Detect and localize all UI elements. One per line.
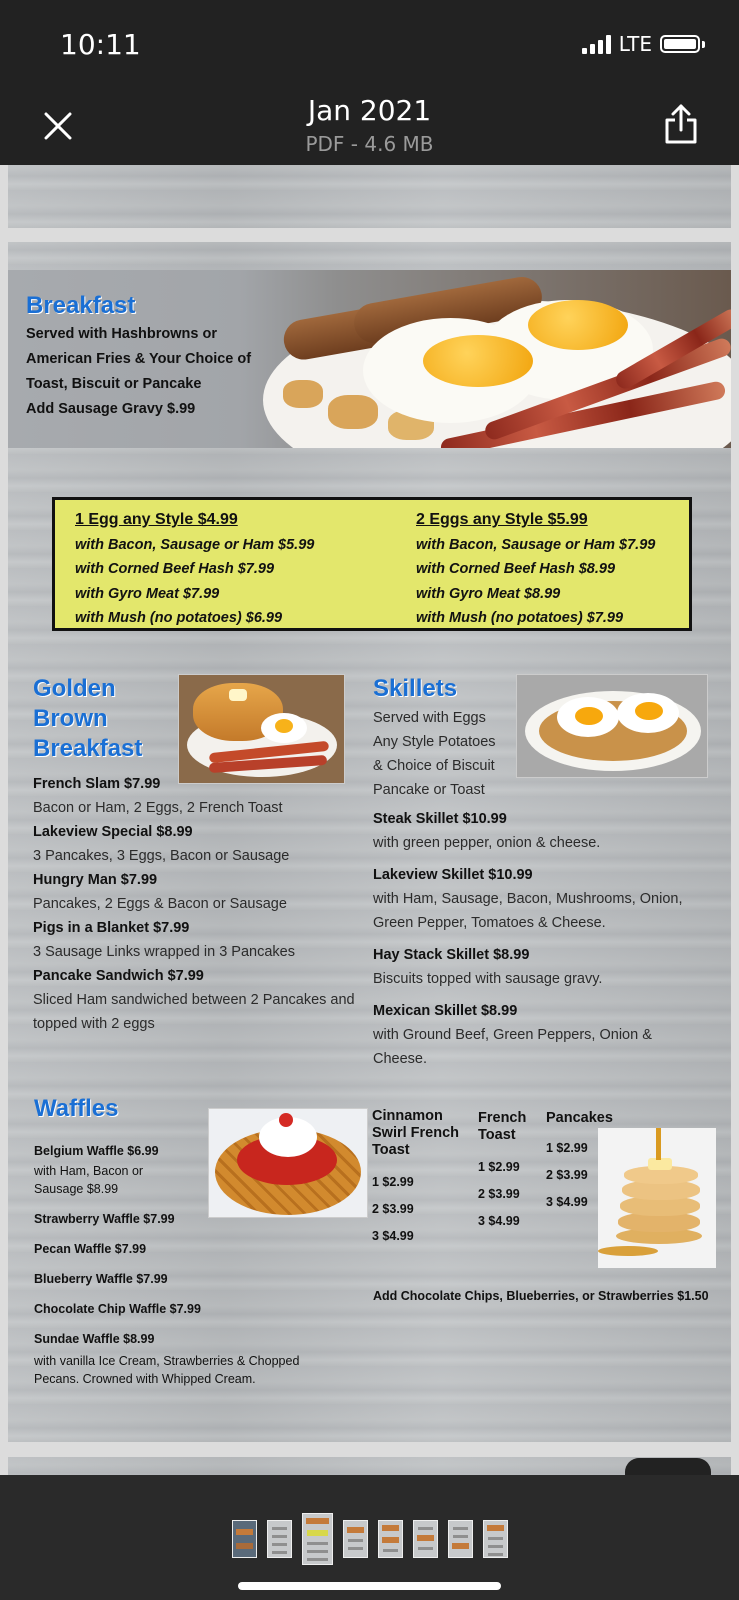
menu-item-name: Chocolate Chip Waffle $7.99	[34, 1302, 201, 1316]
breakfast-desc-1: Served with Hashbrowns or	[26, 326, 217, 342]
menu-item-desc: Pecans. Crowned with Whipped Cream.	[34, 1372, 256, 1386]
one-egg-item: with Gyro Meat $7.99	[75, 585, 220, 602]
french-toast-prices	[478, 1110, 526, 1235]
golden-brown-title	[33, 674, 142, 764]
golden-brown-list	[33, 772, 355, 1036]
menu-item-name: Strawberry Waffle $7.99	[34, 1212, 175, 1226]
two-eggs-item: with Corned Beef Hash $8.99	[416, 561, 616, 577]
network-label: LTE	[618, 32, 652, 56]
golden-title-line: Breakfast	[33, 735, 143, 762]
menu-page[interactable]	[8, 242, 731, 1442]
golden-title-line: Golden	[33, 675, 116, 702]
cinnamon-heading: Toast	[372, 1142, 410, 1158]
breakfast-hero	[8, 270, 731, 448]
one-egg-heading: 1 Egg any Style $4.99	[75, 511, 238, 528]
two-eggs-item: with Gyro Meat $8.99	[416, 585, 561, 602]
price-item: 3 $4.99	[478, 1214, 520, 1228]
egg-yolk	[423, 335, 533, 387]
french-heading: Toast	[478, 1127, 516, 1143]
skillets-intro-line: Served with Eggs	[373, 710, 486, 726]
page-thumbnail[interactable]	[378, 1520, 403, 1558]
page-thumbnail[interactable]	[483, 1520, 508, 1558]
one-egg-item: with Corned Beef Hash $7.99	[75, 561, 275, 577]
breakfast-desc-3: Toast, Biscuit or Pancake	[26, 376, 202, 392]
menu-item-name: Pancake Sandwich $7.99	[33, 968, 204, 984]
skillets-list	[373, 807, 682, 1071]
waffles-title: Waffles	[34, 1095, 119, 1122]
menu-item-desc: Biscuits topped with sausage gravy.	[373, 971, 603, 987]
menu-item-desc: with vanilla Ice Cream, Strawberries & Chopped	[34, 1354, 300, 1368]
skillets-title: Skillets	[373, 675, 458, 702]
eggs-left-column	[75, 508, 314, 631]
status-bar	[0, 0, 739, 90]
two-eggs-item: with Mush (no potatoes) $7.99	[416, 610, 624, 626]
menu-item-desc: with Ham, Sausage, Bacon, Mushrooms, Onion,	[373, 891, 683, 907]
page-thumbnail[interactable]	[448, 1520, 473, 1558]
breakfast-desc-4: Add Sausage Gravy $.99	[26, 401, 196, 417]
french-heading: French	[478, 1110, 527, 1126]
skillets-intro-line: Pancake or Toast	[373, 782, 485, 798]
menu-item-name: Lakeview Skillet $10.99	[373, 867, 533, 883]
page-thumbnail[interactable]	[267, 1520, 292, 1558]
price-item: 1 $2.99	[546, 1141, 588, 1155]
menu-item-name: Pecan Waffle $7.99	[34, 1242, 147, 1256]
menu-item-name: Mexican Skillet $8.99	[373, 1003, 518, 1019]
page-indicator	[625, 1458, 711, 1475]
price-item: 1 $2.99	[372, 1175, 414, 1189]
menu-item-desc: Sausage $8.99	[34, 1182, 119, 1196]
one-egg-item: with Bacon, Sausage or Ham $5.99	[75, 536, 315, 553]
cinnamon-toast-prices	[372, 1108, 459, 1250]
menu-item-name: Sundae Waffle $8.99	[34, 1332, 155, 1346]
battery-tip	[702, 41, 705, 48]
menu-item-desc: 3 Sausage Links wrapped in 3 Pancakes	[33, 944, 295, 960]
skillet-photo	[516, 674, 708, 778]
menu-item-desc: topped with 2 eggs	[33, 1016, 155, 1032]
page-thumbnail[interactable]	[413, 1520, 438, 1558]
eggs-box	[52, 497, 692, 631]
signal-icon	[582, 34, 611, 54]
skillets-intro-line: & Choice of Biscuit	[373, 758, 495, 774]
skillets-intro-line: Any Style Potatoes	[373, 734, 496, 750]
menu-item-desc: with Ham, Bacon or	[34, 1164, 144, 1178]
status-icons	[582, 32, 705, 56]
price-item: 2 $3.99	[546, 1168, 588, 1182]
skillets-intro	[373, 706, 496, 802]
menu-item-name: French Slam $7.99	[33, 776, 161, 792]
menu-item-name: Hungry Man $7.99	[33, 872, 158, 888]
breakfast-title: Breakfast	[26, 292, 136, 319]
waffle-addon-note: Add Chocolate Chips, Blueberries, or Strawberries $1.50	[373, 1289, 709, 1303]
price-item: 3 $4.99	[546, 1195, 588, 1209]
potato	[328, 395, 378, 429]
page-thumbnail-selected[interactable]	[302, 1513, 333, 1565]
price-item: 2 $3.99	[372, 1202, 414, 1216]
menu-item-desc: with green pepper, onion & cheese.	[373, 835, 601, 851]
menu-item-name: Steak Skillet $10.99	[373, 811, 507, 827]
breakfast-desc-2: American Fries & Your Choice of	[26, 351, 252, 367]
menu-item-desc: Green Pepper, Tomatoes & Cheese.	[373, 915, 606, 931]
document-title: Jan 2021	[307, 94, 432, 127]
cinnamon-heading: Swirl French	[372, 1125, 460, 1141]
waffles-list	[34, 1142, 299, 1388]
pancake-stack-photo	[598, 1128, 716, 1268]
golden-title-line: Brown	[33, 705, 108, 732]
menu-item-name: Lakeview Special $8.99	[33, 824, 193, 840]
eggs-right-column	[416, 508, 655, 631]
home-indicator[interactable]	[238, 1582, 501, 1590]
menu-item-desc: Cheese.	[373, 1051, 428, 1067]
previous-page[interactable]	[8, 165, 731, 228]
one-egg-item: with Mush (no potatoes) $6.99	[75, 610, 283, 626]
menu-item-desc: 3 Pancakes, 3 Eggs, Bacon or Sausage	[33, 848, 290, 864]
price-item: 1 $2.99	[478, 1160, 520, 1174]
battery-icon	[660, 35, 700, 53]
menu-item-name: Blueberry Waffle $7.99	[34, 1272, 168, 1286]
pancake-photo	[178, 674, 345, 784]
page-thumbnail[interactable]	[232, 1520, 257, 1558]
price-item: 2 $3.99	[478, 1187, 520, 1201]
thumbnail-list	[232, 1513, 508, 1565]
two-eggs-item: with Bacon, Sausage or Ham $7.99	[416, 536, 656, 553]
breakfast-intro	[26, 292, 251, 422]
egg-yolk	[528, 300, 628, 350]
menu-item-name: Hay Stack Skillet $8.99	[373, 947, 530, 963]
two-eggs-heading: 2 Eggs any Style $5.99	[416, 511, 588, 528]
menu-item-desc: Sliced Ham sandwiched between 2 Pancakes and	[33, 992, 355, 1008]
pancakes-heading: Pancakes	[546, 1110, 613, 1126]
next-page[interactable]	[8, 1457, 731, 1475]
share-icon[interactable]	[661, 102, 701, 146]
clock: 10:11	[60, 28, 141, 61]
viewer-header	[0, 90, 739, 165]
document-subtitle: PDF - 4.6 MB	[305, 132, 434, 156]
pdf-viewer[interactable]	[0, 165, 739, 1475]
menu-item-name: Belgium Waffle $6.99	[34, 1144, 159, 1158]
cinnamon-heading: Cinnamon	[372, 1108, 443, 1124]
menu-item-desc: Bacon or Ham, 2 Eggs, 2 French Toast	[33, 800, 283, 816]
menu-item-desc: with Ground Beef, Green Peppers, Onion &	[373, 1027, 652, 1043]
price-item: 3 $4.99	[372, 1229, 414, 1243]
potato	[283, 380, 323, 408]
menu-item-desc: Pancakes, 2 Eggs & Bacon or Sausage	[33, 896, 287, 912]
menu-item-name: Pigs in a Blanket $7.99	[33, 920, 190, 936]
page-thumbnail[interactable]	[343, 1520, 368, 1558]
